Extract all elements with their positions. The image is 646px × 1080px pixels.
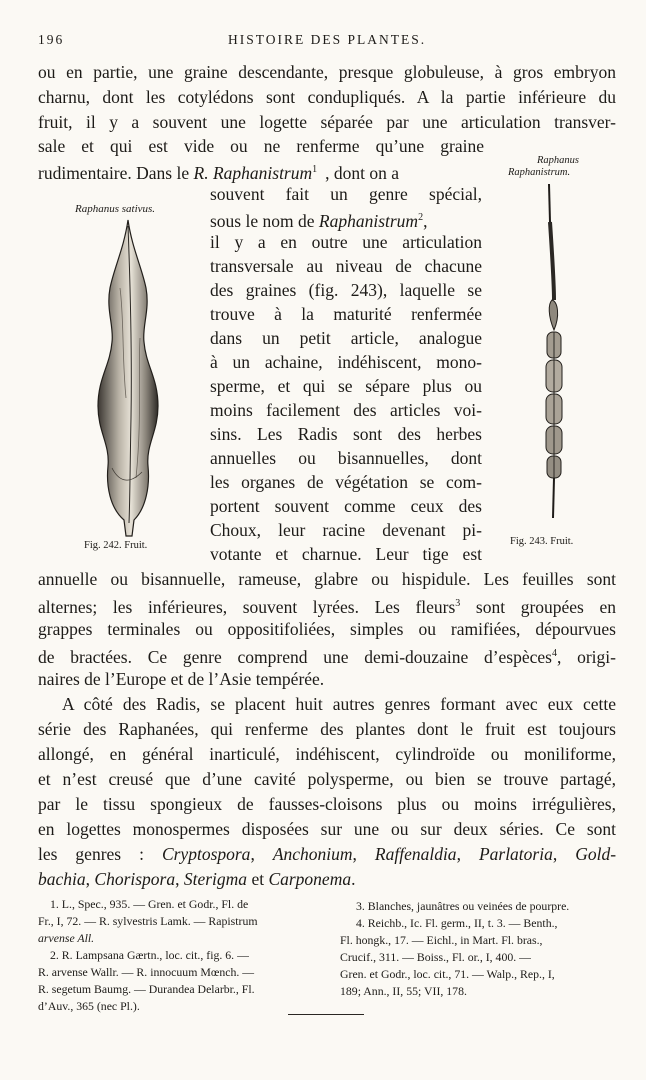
body-line: Choux, leur racine devenant pi- [210, 520, 482, 540]
body-line: des graines (fig. 243), laquelle se [210, 280, 482, 300]
body-line: annuelle ou bisannuelle, rameuse, glabre ou hispidule. Les feuilles sont [38, 569, 616, 589]
body-line: sperme, et qui se sépare plus ou [210, 376, 482, 396]
footnote-line: R. segetum Baumg. — Durandea Delarbr., Fl. [38, 982, 255, 996]
raphanus-sativus-fruit-illustration [84, 218, 174, 538]
body-line: allongé, en général inarticulé, indéhiscent, cylindroïde ou moniliforme, [38, 744, 616, 764]
body-line: en logettes monospermes disposées sur une ou sur deux séries. Ce sont [38, 819, 616, 839]
footnote-line: R. arvense Wallr. — R. innocuum Mœnch. — [38, 965, 255, 979]
footnote-line: Gren. et Godr., loc. cit., 71. — Walp., Rep., I, [340, 967, 555, 981]
footer-rule [288, 1014, 364, 1015]
body-line: trouve à la maturité renfermée [210, 304, 482, 324]
running-title: HISTOIRE DES PLANTES. [228, 32, 427, 47]
body-line: alternes; les inférieures, souvent lyrées. Les fleurs$^3$ sont groupées en [38, 596, 616, 617]
raphanus-raphanistrum-fruit-illustration [536, 182, 572, 522]
body-line: et n’est creusé que d’une cavité polysperme, ou bien se trouve partagé, [38, 769, 616, 789]
page-number: 196 [38, 32, 65, 47]
body-line: portent souvent comme ceux des [210, 496, 482, 516]
body-line: moins facilement des articles voi- [210, 400, 482, 420]
body-line: fruit, il y a souvent une logette séparée par une articulation transver- [38, 112, 616, 132]
footnote-line: 189; Ann., II, 55; VII, 178. [340, 984, 467, 998]
footnote-line: 4. Reichb., Ic. Fl. germ., II, t. 3. — Benth., [356, 916, 558, 930]
footnote-line: 3. Blanches, jaunâtres ou veinées de pourpre. [356, 899, 570, 913]
body-line: naires de l’Europe et de l’Asie tempérée. [38, 669, 325, 689]
footnote-line: Crucif., 311. — Boiss., Fl. or., I, 400. — [340, 950, 531, 964]
body-line: votante et charnue. Leur tige est [210, 544, 482, 564]
body-line: série des Raphanées, qui renferme des plantes dont le fruit est toujours [38, 719, 616, 739]
figure-caption-right-2: Raphanistrum. [508, 167, 571, 178]
footnote-line: d’Auv., 365 (nec Pl.). [38, 999, 140, 1013]
body-line: transversale au niveau de chacune [210, 256, 482, 276]
body-line: il y a en outre une articulation [210, 232, 482, 252]
footnote-line: Fl. hongk., 17. — Eichl., in Mart. Fl. bras., [340, 933, 543, 947]
body-line: annuelles ou bisannuelles, dont [210, 448, 482, 468]
footnote-line: Fr., I, 72. — R. sylvestris Lamk. — Rapistrum [38, 914, 258, 928]
figure-label-left: Fig. 242. Fruit. [84, 540, 148, 551]
footnote-line: arvense All. [38, 931, 95, 945]
footnote-line: 2. R. Lampsana Gærtn., loc. cit., fig. 6. — [50, 948, 249, 962]
body-line: ou en partie, une graine descendante, presque globuleuse, à gros embryon [38, 62, 616, 82]
body-line: charnu, dont les cotylédons sont condupliqués. A la partie inférieure du [38, 87, 616, 107]
body-line: souvent fait un genre spécial, [210, 184, 482, 204]
body-line: grappes terminales ou oppositifoliées, simples ou ramifiées, dépourvues [38, 619, 616, 639]
body-line: sale et qui est vide ou ne renferme qu’une graine [38, 136, 484, 156]
body-line: bachia, Chorispora, Sterigma et Carponema. [38, 869, 356, 889]
body-line: sous le nom de Raphanistrum$^2$, [210, 210, 428, 231]
body-line: dans un petit article, analogue [210, 328, 482, 348]
figure-caption-left: Raphanus sativus. [75, 203, 156, 215]
body-line: sins. Les Radis sont des herbes [210, 424, 482, 444]
body-line: par le tissu spongieux de fausses-cloisons plus ou moins irrégulières, [38, 794, 616, 814]
body-line: de bractées. Ce genre comprend une demi-douzaine d’espèces$^4$, origi- [38, 646, 616, 667]
body-line: les genres : Cryptospora, Anchonium, Raffenaldia, Parlatoria, Gold- [38, 844, 617, 864]
body-line: rudimentaire. Dans le R. Raphanistrum$^1$ , dont on a [38, 162, 400, 183]
body-line: les organes de végétation se com- [210, 472, 482, 492]
body-line: à un achaine, indéhiscent, mono- [210, 352, 482, 372]
body-line: A côté des Radis, se placent huit autres genres formant avec eux cette [62, 694, 616, 714]
footnote-line: 1. L., Spec., 935. — Gren. et Godr., Fl. de [50, 897, 249, 911]
figure-label-right: Fig. 243. Fruit. [510, 536, 574, 547]
figure-caption-right-1: Raphanus [537, 155, 579, 166]
